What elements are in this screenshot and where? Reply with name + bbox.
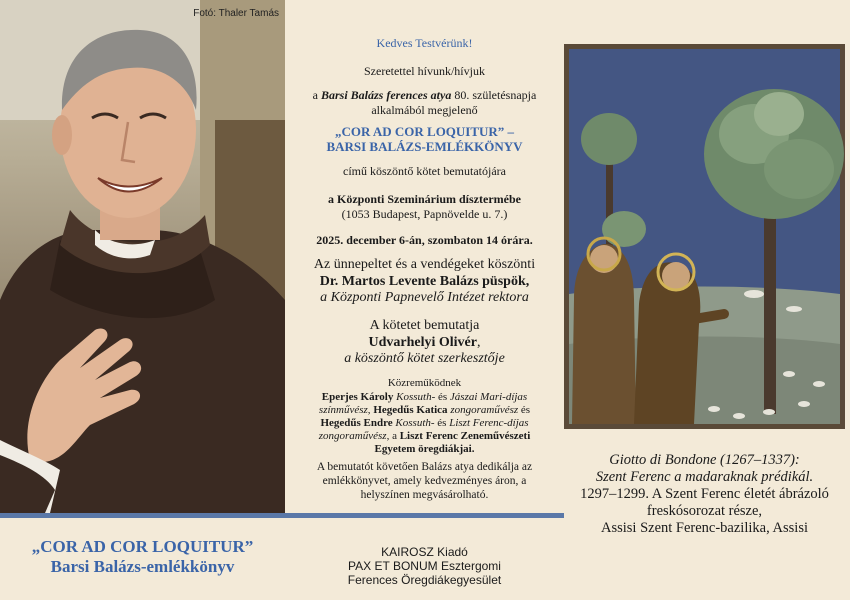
presenter-role: a köszöntő kötet szerkesztője <box>344 351 505 366</box>
c4b: a <box>389 430 400 442</box>
contributors-line-2 <box>285 404 564 416</box>
book-subtitle: című köszöntő kötet bemutatójára <box>343 164 506 178</box>
closing-2: emlékkönyvet, amely kedvezményes áron, a <box>322 475 527 487</box>
c4c: Liszt Ferenc Zeneművészeti <box>399 430 531 442</box>
giotto-fresco <box>564 44 845 429</box>
greeting: Kedves Testvérünk! <box>376 36 473 50</box>
c1a: Eperjes Károly <box>321 391 394 403</box>
caption-line-4: freskósorozat része, <box>646 503 763 519</box>
organizer-1: KAIROSZ Kiadó <box>381 545 468 559</box>
portrait-photo <box>0 0 285 513</box>
c2d: és <box>518 404 531 416</box>
venue: a Központi Szeminárium dísztermébe <box>328 192 521 206</box>
c1c: és <box>437 391 448 403</box>
footer-subtitle: Barsi Balázs-emlékkönyv <box>50 557 235 576</box>
closing-1: A bemutatót követően Balázs atya dedikálja az <box>316 461 533 473</box>
caption-line-5: Assisi Szent Ferenc-bazilika, Assisi <box>600 520 808 536</box>
caption-line-1: Giotto di Bondone (1267–1337): <box>609 452 800 468</box>
address: (1053 Budapest, Papnövelde u. 7.) <box>341 207 508 221</box>
c3a: Hegedűs Endre <box>320 417 393 429</box>
footer-divider <box>0 513 564 518</box>
fresco-caption <box>564 452 845 537</box>
host-intro: Az ünnepeltet és a vendégeket köszönti <box>313 257 536 272</box>
c3d: Liszt Ferenc-díjas <box>446 417 529 429</box>
fresco-illustration <box>564 44 845 429</box>
presenter-intro: A kötetet bemutatja <box>369 318 480 333</box>
organizer-3: Ferences Öregdiákegyesület <box>347 573 502 587</box>
caption-line-3: 1297–1299. A Szent Ferenc életét ábrázoló <box>580 486 829 502</box>
closing-3: helyszínen megvásárolható. <box>360 489 489 501</box>
contributors-line-5: Egyetem öregdiákjai. <box>374 443 475 455</box>
host-name: Dr. Martos Levente Balázs püspök, <box>319 274 530 289</box>
photo-credit: Fotó: Thaler Tamás <box>193 8 279 19</box>
c2a: színművész, <box>318 404 371 416</box>
occasion-line: alkalmából megjelenő <box>371 103 478 117</box>
c3c: és <box>434 417 447 429</box>
portrait-illustration <box>0 0 285 513</box>
organizers <box>285 545 564 587</box>
c1d: Jászai Mari-díjas <box>447 391 528 403</box>
footer-title-block <box>0 537 285 577</box>
contributors-line-3 <box>285 417 564 429</box>
c1b: Kossuth- <box>393 391 438 403</box>
presenter-comma: , <box>477 335 481 350</box>
honoree-line <box>285 88 564 103</box>
c3b: Kossuth- <box>392 417 435 429</box>
invitation-text <box>285 0 564 513</box>
honoree-post: 80. születésnapja <box>451 88 537 102</box>
c2b: Hegedűs Katica <box>370 404 448 416</box>
contributors-title: Közreműködnek <box>387 377 462 389</box>
caption-line-2: Szent Ferenc a madaraknak prédikál. <box>595 469 814 485</box>
contributors-line-1 <box>285 391 564 403</box>
honoree-name: Barsi Balázs ferences atya <box>321 88 452 102</box>
c2c: zongoraművész <box>447 404 519 416</box>
host-role: a Központi Papnevelő Intézet rektora <box>320 290 529 305</box>
presenter-line <box>285 335 564 351</box>
book-title-2: BARSI BALÁZS-EMLÉKKÖNYV <box>326 139 523 154</box>
intro-line: Szeretettel hívunk/hívjuk <box>364 64 485 78</box>
book-title-1: „COR AD COR LOQUITUR” – <box>334 124 515 139</box>
event-date: 2025. december 6-án, szombaton 14 órára. <box>316 233 533 247</box>
organizer-2: PAX ET BONUM Esztergomi <box>348 559 501 573</box>
c4a: zongoraművész, <box>318 430 390 442</box>
presenter-name: Udvarhelyi Olivér <box>368 335 477 350</box>
contributors-line-4 <box>285 430 564 442</box>
honoree-pre: a <box>312 88 321 102</box>
footer-title: „COR AD COR LOQUITUR” <box>31 537 254 556</box>
